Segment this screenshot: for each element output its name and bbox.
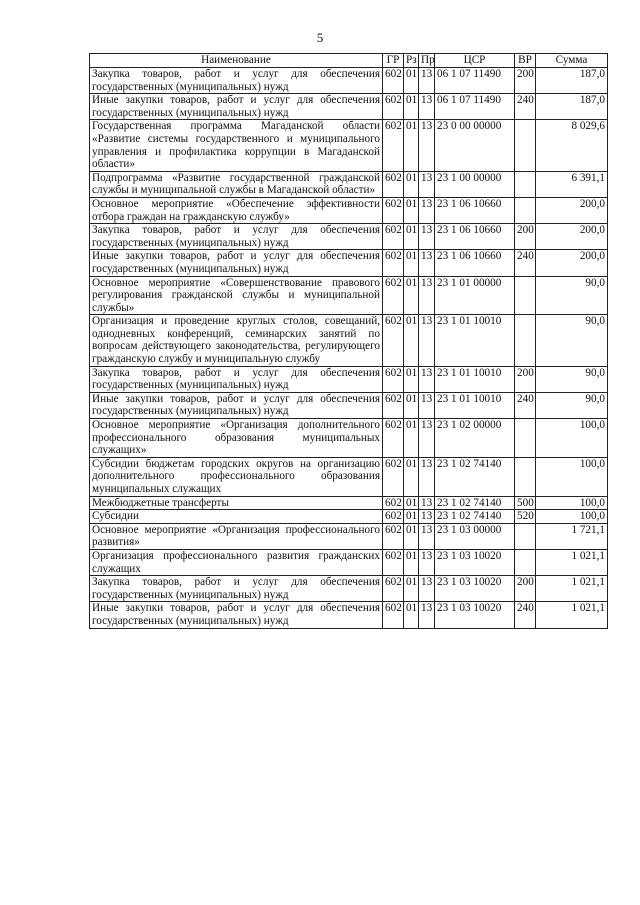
cell-pr: 13 bbox=[419, 523, 435, 549]
table-row bbox=[90, 94, 608, 120]
cell-sum: 1 721,1 bbox=[536, 523, 608, 549]
cell-csr: 23 1 06 10660 bbox=[435, 250, 515, 276]
cell-pr: 13 bbox=[419, 276, 435, 315]
cell-sum: 6 391,1 bbox=[536, 171, 608, 197]
cell-sum: 100,0 bbox=[536, 496, 608, 510]
cell-rz: 01 bbox=[404, 510, 419, 524]
cell-name: Закупка товаров, работ и услуг для обеспечения государственных (муниципальных) нужд bbox=[90, 366, 383, 392]
cell-csr: 23 1 02 74140 bbox=[435, 510, 515, 524]
cell-pr: 13 bbox=[419, 549, 435, 575]
cell-gr: 602 bbox=[383, 171, 404, 197]
cell-vr bbox=[515, 197, 536, 223]
table-row bbox=[90, 523, 608, 549]
budget-table bbox=[89, 53, 608, 629]
cell-vr bbox=[515, 315, 536, 366]
cell-sum: 90,0 bbox=[536, 315, 608, 366]
cell-vr: 200 bbox=[515, 68, 536, 94]
table-row bbox=[90, 315, 608, 366]
cell-csr: 23 1 06 10660 bbox=[435, 197, 515, 223]
cell-name: Субсидии бюджетам городских округов на организацию дополнительного профессионального образования муниципальных служащих bbox=[90, 457, 383, 496]
cell-gr: 602 bbox=[383, 224, 404, 250]
cell-vr bbox=[515, 171, 536, 197]
cell-pr: 13 bbox=[419, 120, 435, 171]
cell-csr: 23 1 03 10020 bbox=[435, 576, 515, 602]
cell-name: Иные закупки товаров, работ и услуг для обеспечения государственных (муниципальных) нужд bbox=[90, 94, 383, 120]
cell-rz: 01 bbox=[404, 549, 419, 575]
table-row bbox=[90, 224, 608, 250]
cell-gr: 602 bbox=[383, 576, 404, 602]
cell-pr: 13 bbox=[419, 602, 435, 628]
cell-csr: 23 1 02 00000 bbox=[435, 419, 515, 458]
table-row bbox=[90, 276, 608, 315]
cell-pr: 13 bbox=[419, 510, 435, 524]
header-rz: Рз bbox=[404, 54, 419, 68]
page-number: 5 bbox=[316, 30, 324, 45]
cell-name: Закупка товаров, работ и услуг для обеспечения государственных (муниципальных) нужд bbox=[90, 576, 383, 602]
header-pr: Пр bbox=[419, 54, 435, 68]
cell-rz: 01 bbox=[404, 457, 419, 496]
cell-name: Основное мероприятие «Организация профессионального развития» bbox=[90, 523, 383, 549]
cell-gr: 602 bbox=[383, 523, 404, 549]
table-row bbox=[90, 510, 608, 524]
cell-name: Государственная программа Магаданской области «Развитие системы государственного и муниципального управления и профилактика коррупции в Магаданской области» bbox=[90, 120, 383, 171]
cell-gr: 602 bbox=[383, 549, 404, 575]
cell-csr: 23 1 02 74140 bbox=[435, 457, 515, 496]
cell-csr: 23 1 03 10020 bbox=[435, 549, 515, 575]
cell-name: Субсидии bbox=[90, 510, 383, 524]
table-row bbox=[90, 120, 608, 171]
cell-csr: 23 1 06 10660 bbox=[435, 224, 515, 250]
cell-csr: 06 1 07 11490 bbox=[435, 94, 515, 120]
cell-vr: 500 bbox=[515, 496, 536, 510]
cell-sum: 1 021,1 bbox=[536, 602, 608, 628]
table-row bbox=[90, 366, 608, 392]
cell-name: Иные закупки товаров, работ и услуг для обеспечения государственных (муниципальных) нужд bbox=[90, 392, 383, 418]
cell-sum: 90,0 bbox=[536, 366, 608, 392]
cell-csr: 23 1 03 10020 bbox=[435, 602, 515, 628]
table-row bbox=[90, 392, 608, 418]
cell-vr bbox=[515, 549, 536, 575]
cell-vr bbox=[515, 120, 536, 171]
table-row bbox=[90, 68, 608, 94]
table-row bbox=[90, 250, 608, 276]
cell-gr: 602 bbox=[383, 315, 404, 366]
cell-sum: 100,0 bbox=[536, 510, 608, 524]
cell-vr: 200 bbox=[515, 224, 536, 250]
cell-gr: 602 bbox=[383, 496, 404, 510]
cell-rz: 01 bbox=[404, 250, 419, 276]
table-row bbox=[90, 549, 608, 575]
cell-vr bbox=[515, 523, 536, 549]
cell-pr: 13 bbox=[419, 94, 435, 120]
cell-pr: 13 bbox=[419, 576, 435, 602]
cell-gr: 602 bbox=[383, 392, 404, 418]
cell-csr: 23 1 03 00000 bbox=[435, 523, 515, 549]
cell-name: Закупка товаров, работ и услуг для обеспечения государственных (муниципальных) нужд bbox=[90, 68, 383, 94]
cell-sum: 200,0 bbox=[536, 250, 608, 276]
cell-rz: 01 bbox=[404, 94, 419, 120]
table-row bbox=[90, 419, 608, 458]
cell-gr: 602 bbox=[383, 419, 404, 458]
cell-name: Иные закупки товаров, работ и услуг для обеспечения государственных (муниципальных) нужд bbox=[90, 602, 383, 628]
cell-name: Закупка товаров, работ и услуг для обеспечения государственных (муниципальных) нужд bbox=[90, 224, 383, 250]
cell-rz: 01 bbox=[404, 120, 419, 171]
cell-csr: 23 1 01 10010 bbox=[435, 392, 515, 418]
cell-csr: 23 1 00 00000 bbox=[435, 171, 515, 197]
cell-name: Организация профессионального развития гражданских служащих bbox=[90, 549, 383, 575]
cell-pr: 13 bbox=[419, 197, 435, 223]
cell-pr: 13 bbox=[419, 457, 435, 496]
cell-sum: 200,0 bbox=[536, 197, 608, 223]
cell-csr: 06 1 07 11490 bbox=[435, 68, 515, 94]
cell-pr: 13 bbox=[419, 68, 435, 94]
table-row bbox=[90, 496, 608, 510]
cell-name: Иные закупки товаров, работ и услуг для обеспечения государственных (муниципальных) нужд bbox=[90, 250, 383, 276]
cell-csr: 23 1 01 10010 bbox=[435, 366, 515, 392]
cell-sum: 1 021,1 bbox=[536, 549, 608, 575]
table-row bbox=[90, 197, 608, 223]
cell-pr: 13 bbox=[419, 315, 435, 366]
table-body bbox=[90, 68, 608, 629]
cell-rz: 01 bbox=[404, 602, 419, 628]
cell-csr: 23 1 02 74140 bbox=[435, 496, 515, 510]
cell-gr: 602 bbox=[383, 276, 404, 315]
cell-name: Основное мероприятие «Совершенствование правового регулирования гражданской службы и муниципальной службы» bbox=[90, 276, 383, 315]
cell-vr: 520 bbox=[515, 510, 536, 524]
cell-gr: 602 bbox=[383, 457, 404, 496]
cell-sum: 187,0 bbox=[536, 94, 608, 120]
cell-name: Организация и проведение круглых столов, совещаний, однодневных конференций, семинарских занятий по вопросам действующего законодательства, регулирующего гражданскую службу и муниципальную службу bbox=[90, 315, 383, 366]
cell-vr bbox=[515, 419, 536, 458]
cell-gr: 602 bbox=[383, 68, 404, 94]
cell-sum: 90,0 bbox=[536, 392, 608, 418]
cell-vr bbox=[515, 276, 536, 315]
cell-csr: 23 1 01 00000 bbox=[435, 276, 515, 315]
cell-sum: 8 029,6 bbox=[536, 120, 608, 171]
cell-rz: 01 bbox=[404, 315, 419, 366]
header-sum: Сумма bbox=[536, 54, 608, 68]
cell-csr: 23 1 01 10010 bbox=[435, 315, 515, 366]
cell-csr: 23 0 00 00000 bbox=[435, 120, 515, 171]
cell-name: Межбюджетные трансферты bbox=[90, 496, 383, 510]
cell-vr: 240 bbox=[515, 602, 536, 628]
cell-sum: 187,0 bbox=[536, 68, 608, 94]
cell-sum: 1 021,1 bbox=[536, 576, 608, 602]
cell-pr: 13 bbox=[419, 224, 435, 250]
cell-rz: 01 bbox=[404, 197, 419, 223]
cell-pr: 13 bbox=[419, 496, 435, 510]
cell-vr: 240 bbox=[515, 94, 536, 120]
cell-vr: 200 bbox=[515, 576, 536, 602]
cell-rz: 01 bbox=[404, 68, 419, 94]
cell-rz: 01 bbox=[404, 392, 419, 418]
cell-rz: 01 bbox=[404, 419, 419, 458]
cell-rz: 01 bbox=[404, 276, 419, 315]
cell-vr: 240 bbox=[515, 392, 536, 418]
cell-vr bbox=[515, 457, 536, 496]
header-vr: ВР bbox=[515, 54, 536, 68]
cell-gr: 602 bbox=[383, 510, 404, 524]
cell-sum: 90,0 bbox=[536, 276, 608, 315]
table-header-row bbox=[90, 54, 608, 68]
cell-gr: 602 bbox=[383, 366, 404, 392]
cell-gr: 602 bbox=[383, 197, 404, 223]
table-row bbox=[90, 602, 608, 628]
cell-vr: 240 bbox=[515, 250, 536, 276]
cell-rz: 01 bbox=[404, 576, 419, 602]
cell-sum: 200,0 bbox=[536, 224, 608, 250]
cell-pr: 13 bbox=[419, 392, 435, 418]
table-row bbox=[90, 171, 608, 197]
cell-pr: 13 bbox=[419, 366, 435, 392]
cell-rz: 01 bbox=[404, 523, 419, 549]
cell-gr: 602 bbox=[383, 94, 404, 120]
cell-vr: 200 bbox=[515, 366, 536, 392]
cell-gr: 602 bbox=[383, 120, 404, 171]
cell-pr: 13 bbox=[419, 171, 435, 197]
cell-name: Основное мероприятие «Организация дополнительного профессионального образования муниципальных служащих» bbox=[90, 419, 383, 458]
cell-pr: 13 bbox=[419, 250, 435, 276]
cell-rz: 01 bbox=[404, 224, 419, 250]
table-row bbox=[90, 457, 608, 496]
table-row bbox=[90, 576, 608, 602]
cell-sum: 100,0 bbox=[536, 419, 608, 458]
cell-sum: 100,0 bbox=[536, 457, 608, 496]
cell-name: Основное мероприятие «Обеспечение эффективности отбора граждан на гражданскую службу» bbox=[90, 197, 383, 223]
header-name: Наименование bbox=[90, 54, 383, 68]
cell-pr: 13 bbox=[419, 419, 435, 458]
cell-gr: 602 bbox=[383, 602, 404, 628]
cell-rz: 01 bbox=[404, 171, 419, 197]
header-csr: ЦСР bbox=[435, 54, 515, 68]
header-gr: ГР bbox=[383, 54, 404, 68]
cell-rz: 01 bbox=[404, 496, 419, 510]
cell-name: Подпрограмма «Развитие государственной гражданской службы и муниципальной службы в Магаданской области» bbox=[90, 171, 383, 197]
cell-gr: 602 bbox=[383, 250, 404, 276]
cell-rz: 01 bbox=[404, 366, 419, 392]
